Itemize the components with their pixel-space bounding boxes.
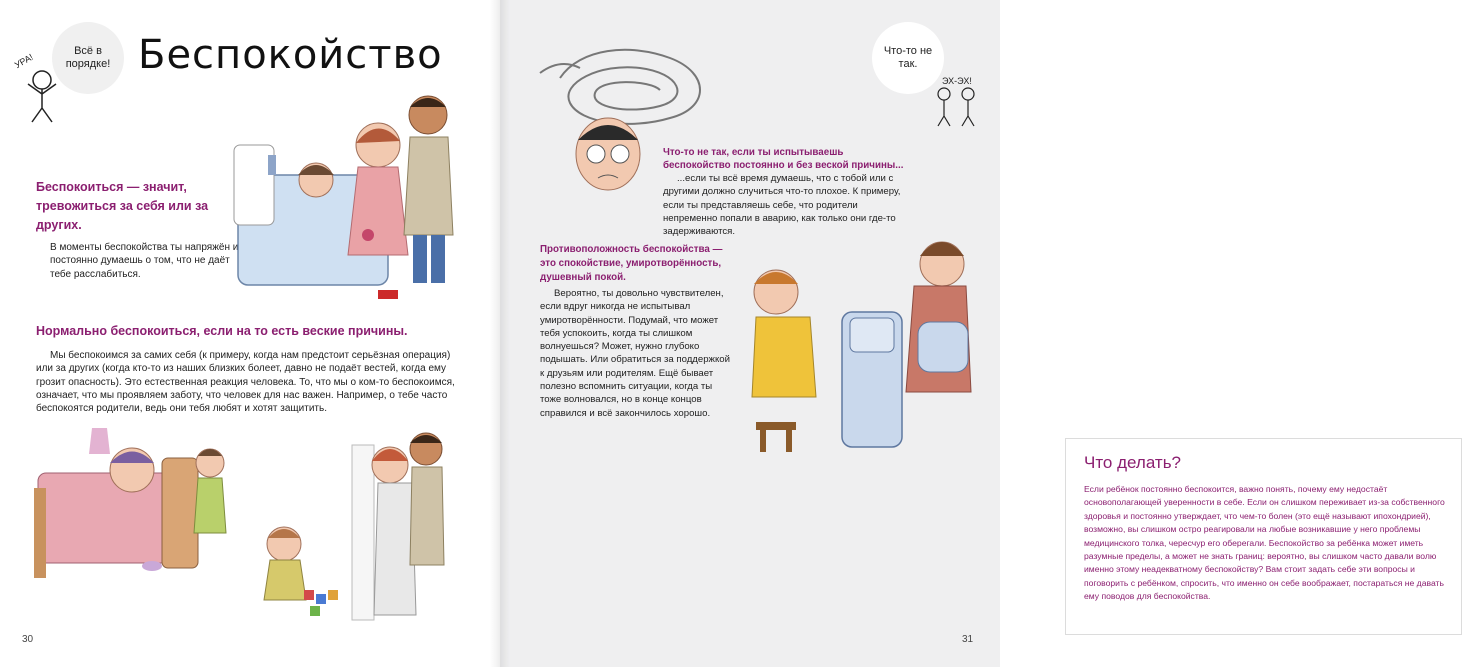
section-heading: Что-то не так, если ты испытываешь беспокойство постоянно и без веской причины... (663, 147, 904, 171)
bubble-text: Что-то не так. (883, 45, 933, 70)
page-number: 30 (22, 634, 34, 645)
advice-note (1065, 438, 1462, 635)
section-paragraph: В моменты беспокойства ты напряжён и постоянно думаешь о том, что не даёт тебе расслабиться. (50, 242, 239, 280)
right-page (500, 0, 1445, 667)
cry-text: УРА! (12, 51, 35, 71)
grandmother-bed-illustration (32, 418, 237, 588)
section-heading: Противоположность беспокойства — это спокойствие, умиротворённость, душевный покой. (540, 244, 723, 283)
child-playing-blocks-illustration (246, 510, 361, 620)
sick-child-bed-illustration (228, 85, 478, 300)
worried-boy-face-illustration (568, 110, 648, 200)
page-title: Беспокойство (138, 32, 443, 78)
happy-kid-illustration (18, 66, 68, 126)
section-heading: Нормально беспокоиться, если на то есть веские причины. (36, 324, 408, 338)
speech-bubble (872, 22, 944, 94)
worried-kids-illustration (932, 86, 982, 128)
left-page (0, 0, 500, 667)
note-body: Если ребёнок постоянно беспокоится, важно понять, почему ему недостаёт основополагающей уверенности в себе. Если он слишком переживает из-за собственного здоровья и постоянно утверждает, что чем-то болен (это ещё называют ипохондрией), возможно, вы слишком остро реагировали на любые возникавшие у него проблемы медицинского толка, чересчур его оберегали. Беспокойство за ребёнка может иметь разумные пределы, а может не знать границ: вероятно, вы слишком часто давали волю именно этому неадекватному беспокойству? Вам стоит задать себе эти вопросы и поговорить с ребёнком, спросить, что именно он себе воображает, постараться не давать ему поводов для беспокойства. (1084, 484, 1445, 602)
note-title: Что делать? (1084, 453, 1182, 472)
section-heading: Беспокоиться — значит, тревожиться за себя или за других. (36, 180, 209, 232)
section-paragraph: ...если ты всё время думаешь, что с тобой или с другими должно случиться что-то плохое. К примеру, если ты представляешь себе, что родители непременно попали в аварию, как только они где-то задерживаются. (663, 173, 901, 238)
parents-at-door-illustration (352, 415, 472, 620)
family-armor-illustration (746, 222, 976, 457)
bubble-text: Всё в порядке! (65, 45, 111, 70)
page-number: 31 (962, 634, 974, 645)
cry-text: ЭХ-ЭХ! (942, 76, 972, 86)
book-gutter (490, 0, 510, 667)
section-paragraph: Мы беспокоимся за самих себя (к примеру, когда нам предстоит серьёзная операция) или за других (когда кто-то из наших близких болеет, давно не подаёт вестей, когда ему грозит опасность). Это естественная реакция человека. То, что мы о ком-то беспокоимся, означает, что мы проявляем заботу, что человек для нас важен. Например, о тебе часто беспокоятся родители, ведь они тебя любят и хотят защитить. (36, 350, 455, 415)
section-paragraph: Вероятно, ты довольно чувствителен, если вдруг никогда не испытывал умиротворённости. Подумай, что может тебя успокоить, когда ты слишком волнуешься? Может, нужно глубоко подышать. Или обратиться за поддержкой к друзьям или родителям. Ещё бывает полезно вспомнить ситуации, когда ты тоже волновался, но в конце концов справился и всё закончилось хорошо. (540, 288, 730, 419)
